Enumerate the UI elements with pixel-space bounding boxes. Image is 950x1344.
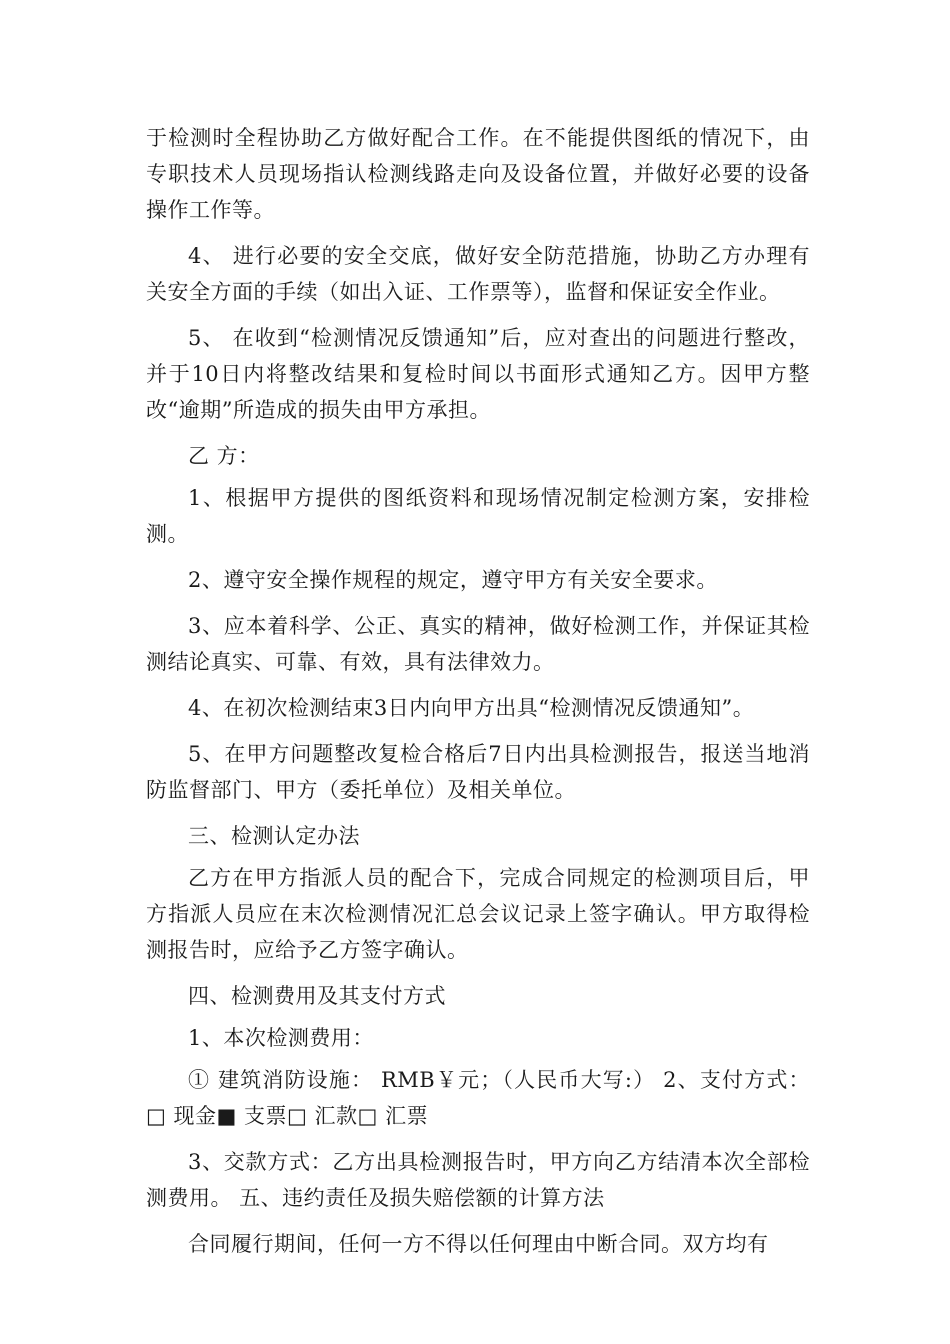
paragraph-party-b-item-2: 2、遵守安全操作规程的规定，遵守甲方有关安全要求。 (188, 568, 718, 592)
document-page (146, 120, 810, 1272)
paragraph-fee-method: 3、交款方式：乙方出具检测报告时，甲方向乙方结清本次全部检测费用。 五、违约责任及损失赔偿额的计算方法 (146, 1150, 810, 1210)
paragraph-party-b-item-4: 4、在初次检测结束3日内向甲方出具“检测情况反馈通知”。 (188, 696, 755, 720)
heading-section-3: 三、检测认定办法 (188, 824, 360, 848)
paragraph-liability-start: 合同履行期间，任何一方不得以任何理由中断合同。双方均有 (188, 1232, 769, 1256)
paragraph-party-b-item-1: 1、根据甲方提供的图纸资料和现场情况制定检测方案，安排检测。 (146, 486, 810, 546)
paragraph-continuation: 于检测时全程协助乙方做好配合工作。在不能提供图纸的情况下，由专职技术人员现场指认检测线路走向及设备位置，并做好必要的设备操作工作等。 (146, 126, 810, 222)
paragraph-party-a-item-4: 4、 进行必要的安全交底，做好安全防范措施，协助乙方办理有关安全方面的手续（如出入证、工作票等），监督和保证安全作业。 (146, 244, 810, 304)
heading-section-4: 四、检测费用及其支付方式 (188, 984, 446, 1008)
paragraph-party-b-item-3: 3、应本着科学、公正、真实的精神，做好检测工作，并保证其检测结论真实、可靠、有效，具有法律效力。 (146, 614, 810, 674)
paragraph-party-a-item-5: 5、 在收到“检测情况反馈通知”后，应对查出的问题进行整改，并于10日内将整改结果和复检时间以书面形式通知乙方。因甲方整改“逾期”所造成的损失由甲方承担。 (146, 326, 810, 422)
paragraph-fee-item-1: 1、本次检测费用： (188, 1026, 374, 1050)
paragraph-section-3-body: 乙方在甲方指派人员的配合下，完成合同规定的检测项目后，甲方指派人员应在末次检测情况汇总会议记录上签字确认。甲方取得检测报告时，应给予乙方签字确认。 (146, 866, 810, 962)
paragraph-fee-payment: ① 建筑消防设施： RMB￥元；（人民币大写:） 2、支付方式：□ 现金■ 支票□ 汇款□ 汇票 (146, 1068, 810, 1128)
paragraph-party-b-item-5: 5、在甲方问题整改复检合格后7日内出具检测报告，报送当地消防监督部门、甲方（委托单位）及相关单位。 (146, 742, 810, 802)
heading-party-b: 乙 方： (188, 444, 260, 468)
